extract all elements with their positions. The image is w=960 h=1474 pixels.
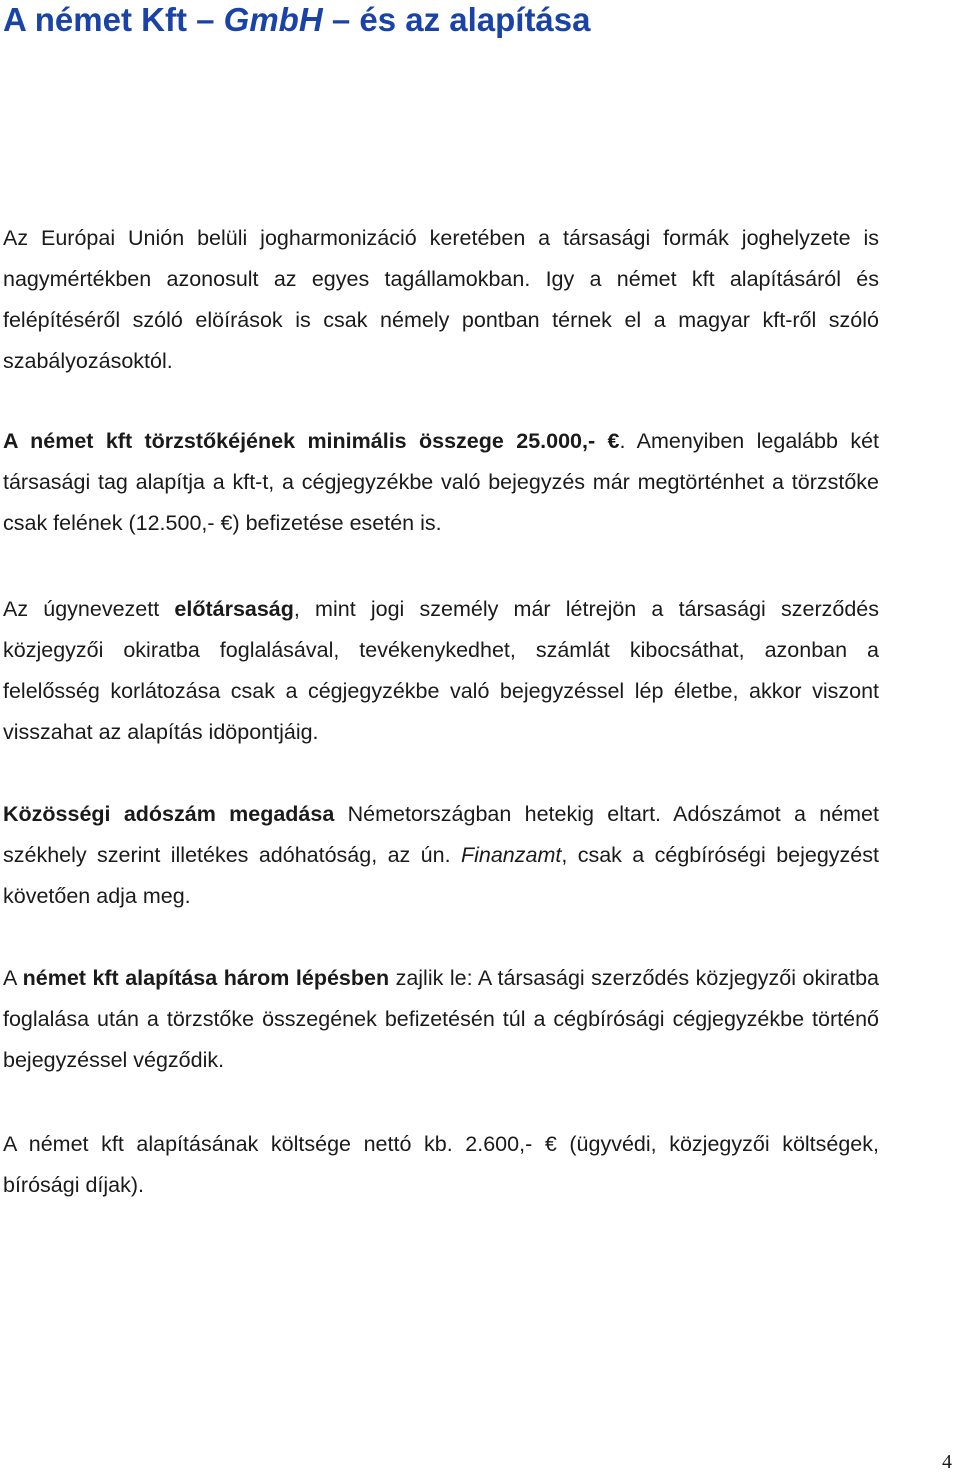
share-capital-highlight: A német kft törzstőkéjének minimális összege 25.000,- € [3,429,620,453]
pre-company-text-b: , mint jogi személy már létrejön a társasági szerződés közjegyzői okiratba foglalásával, tevékenykedhet, számlát kibocsáthat, azonban a felelősség korlátozása csak a cégjegyzékbe való bejegyzéssel lép életbe, akkor viszont visszahat az alapítás idöpontjáig. [3,597,879,744]
paragraph-founding-steps [3,958,879,1081]
paragraph-tax-number [3,794,879,917]
paragraph-share-capital [3,421,879,544]
title-part-1: A német Kft – [3,1,215,38]
title-part-3: – és az alapítása [331,1,591,38]
pre-company-text-a: Az úgynevezett [3,597,175,621]
paragraph-founding-costs: A német kft alapításának költsége nettó kb. 2.600,- € (ügyvédi, közjegyzői költségek, bírósági díjak). [3,1132,879,1197]
page-number: 4 [942,1451,952,1473]
tax-number-text-a: Németországban hetekig eltart. Adószámot a német székhely szerint illetékes adóhatóság, az ún. [3,802,879,867]
founding-steps-text-b: zajlik le: A társasági szerződés közjegyzői okiratba foglalása után a törzstőke összegének befizetésén túl a cégbírósági cégjegyzékbe történő bejegyzéssel végződik. [3,966,879,1072]
tax-number-text-b: , csak a cégbíróségi bejegyzést követően adja meg. [3,843,879,908]
page-title [3,0,591,40]
founding-steps-text-a: A [3,966,23,990]
share-capital-text: . Amenyiben legalább két társasági tag alapítja a kft-t, a cégjegyzékbe való bejegyzés már megtörténhet a törzstőke csak felének (12.500,- €) befizetése esetén is. [3,429,879,535]
tax-office-term: Finanzamt [460,843,562,867]
pre-company-highlight: előtársaság [174,597,294,621]
paragraph-pre-company [3,589,879,753]
paragraph-eu-harmonization: Az Európai Unión belüli jogharmonizáció keretében a társasági formák joghelyzete is nagymértékben azonosult az egyes tagállamokban. Igy a német kft alapításáról és felépítéséről szóló elöírások is csak némely pontban térnek el a magyar kft-ről szóló szabályozásoktól. [3,226,879,373]
founding-steps-highlight: német kft alapítása három lépésben [22,966,390,990]
title-part-2: GmbH [223,1,323,38]
tax-number-highlight: Közösségi adószám megadása [3,802,335,826]
